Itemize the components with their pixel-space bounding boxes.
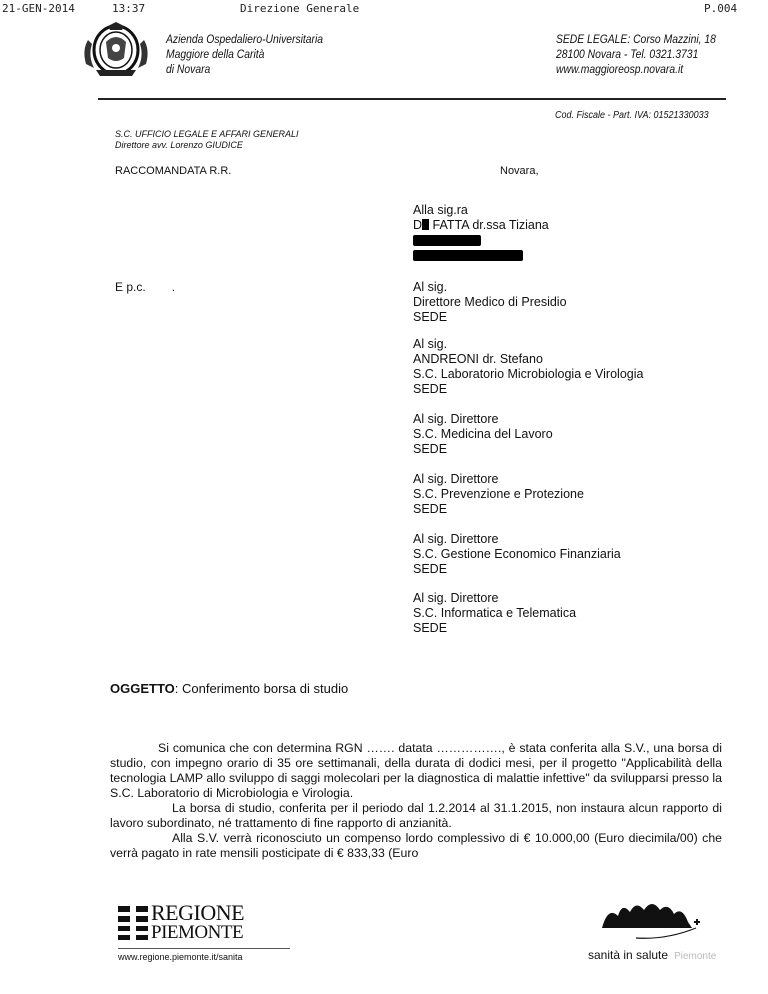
cc-block-4: Al sig. Direttore S.C. Prevenzione e Protezione SEDE <box>413 472 584 516</box>
epc-label: E p.c. . <box>115 280 176 294</box>
subject-label: OGGETTO <box>110 681 175 696</box>
redacted-address-2 <box>413 248 549 263</box>
sanita-logo-icon <box>596 898 706 947</box>
recipient-name: D FATTA dr.ssa Tiziana <box>413 218 549 232</box>
regione-flag-icon <box>118 904 148 942</box>
fax-page: P.004 <box>704 2 738 15</box>
regione-text: REGIONE <box>151 900 245 925</box>
cc-block-6: Al sig. Direttore S.C. Informatica e Telematica SEDE <box>413 591 577 635</box>
subject-text: : Conferimento borsa di studio <box>174 681 349 696</box>
footer-rule <box>118 948 290 949</box>
redaction-mark <box>422 219 429 230</box>
sede-line-3: www.maggioreosp.novara.it <box>556 64 684 76</box>
delivery-method: RACCOMANDATA R.R. <box>115 165 232 177</box>
org-line-3: di Novara <box>166 64 211 76</box>
fax-time: 13:37 <box>112 2 146 15</box>
office-name: S.C. UFFICIO LEGALE E AFFARI GENERALI <box>115 129 299 139</box>
sede-line-1: SEDE LEGALE: Corso Mazzini, 18 <box>556 34 716 46</box>
letter-body <box>110 741 722 861</box>
place-date: Novara, <box>500 165 539 177</box>
org-line-2: Maggiore della Carità <box>166 49 265 61</box>
cc-block-3: Al sig. Direttore S.C. Medicina del Lavoro SEDE <box>413 412 553 456</box>
hospital-name <box>166 33 323 78</box>
recipient-block <box>413 203 549 263</box>
fax-date: 21-GEN-2014 <box>2 2 75 15</box>
legal-seat <box>556 33 716 78</box>
redacted-address-1 <box>413 233 549 248</box>
header-rule <box>98 98 726 100</box>
piemonte-text: PIEMONTE <box>151 922 244 943</box>
paragraph-3: Alla S.V. verrà riconosciuto un compenso lordo complessivo di € 10.000,00 (Euro diecimila/00) che verrà pagato in rate mensili posticipate di € 833,33 (Euro <box>110 831 722 860</box>
cc-block-2: Al sig. ANDREONI dr. Stefano S.C. Laboratorio Microbiologia e Virologia SEDE <box>413 337 644 396</box>
regione-piemonte-logo <box>118 900 245 943</box>
office-director: Direttore avv. Lorenzo GIUDICE <box>115 140 243 150</box>
paragraph-1: Si comunica che con determina RGN ……. datata ……………., è stata conferita alla S.V., una borsa di studio, con impegno orario di 35 ore settimanali, della durata di dodici mesi, per il progetto "Applicabilità della tecnologia LAMP allo sviluppo di saggi molecolari per la diagnostica di malattie infettive" da svilupparsi presso la S.C. Laboratorio di Microbiologia e Virologia. <box>110 741 722 800</box>
regione-url: www.regione.piemonte.it/sanita <box>118 952 243 962</box>
paragraph-2: La borsa di studio, conferita per il periodo dal 1.2.2014 al 31.1.2015, non instaura alcun rapporto di lavoro subordinato, né trattamento di fine rapporto di anzianità. <box>110 801 722 830</box>
org-line-1: Azienda Ospedaliero-Universitaria <box>166 34 324 46</box>
cc-block-5: Al sig. Direttore S.C. Gestione Economico Finanziaria SEDE <box>413 532 621 576</box>
sede-line-2: 28100 Novara - Tel. 0321.3731 <box>556 49 699 61</box>
recipient-salutation: Alla sig.ra <box>413 203 468 217</box>
subject-line <box>110 681 348 696</box>
cc-block-1: Al sig. Direttore Medico di Presidio SEDE <box>413 280 567 324</box>
hospital-emblem-icon <box>78 20 154 83</box>
sanita-slogan: sanità in salute Piemonte <box>588 948 717 962</box>
tax-code: Cod. Fiscale - Part. IVA: 01521330033 <box>555 110 709 121</box>
fax-sender: Direzione Generale <box>240 2 360 15</box>
